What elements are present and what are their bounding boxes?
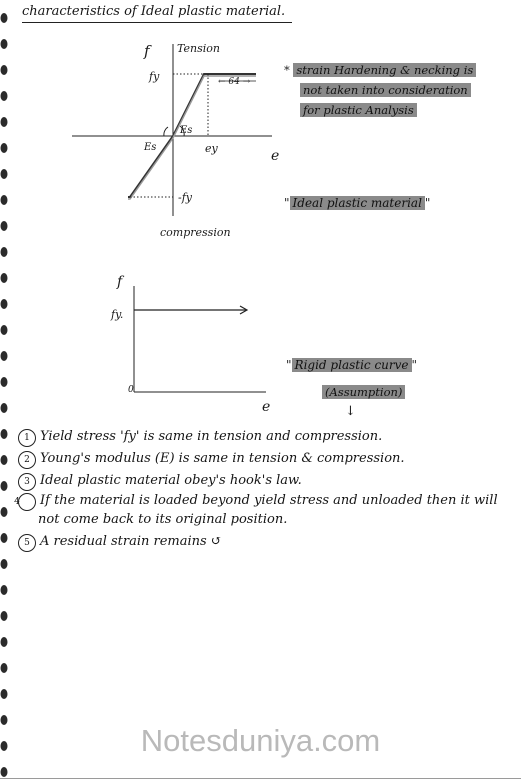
strain-hardening-note <box>284 60 476 120</box>
list-text: Yield stress 'fy' is same in tension and compression. <box>40 429 383 444</box>
assumption-label <box>322 385 405 399</box>
bottom-rule <box>0 778 521 779</box>
note1-line-2 <box>284 80 476 100</box>
note1-text-1: strain Hardening & necking is <box>293 63 476 77</box>
page-title: characteristics of Ideal plastic material. <box>22 4 286 19</box>
note1-line-3 <box>284 100 476 120</box>
graph1-y-axis-label: f <box>144 42 150 60</box>
note1-text-3: for plastic Analysis <box>300 103 417 117</box>
rigid-plastic-graph <box>108 268 278 416</box>
note1-star: * <box>284 63 290 77</box>
graph1-es-left-label: Es <box>144 142 157 153</box>
list-item <box>18 470 508 492</box>
graph1-tension-label: Tension <box>177 42 220 55</box>
spiral-binding <box>0 0 14 783</box>
note1-text-2: not taken into consideration <box>300 83 471 97</box>
graph1-span-label: ← 64 → <box>218 77 251 87</box>
list-item <box>14 492 508 528</box>
graph2-y-axis-label: f <box>117 274 123 290</box>
list-item <box>18 448 508 470</box>
label1-open-quote: " <box>284 196 290 210</box>
title-underline <box>22 22 292 23</box>
down-arrow: ↓ <box>345 404 356 419</box>
graph1-x-axis-label: e <box>271 148 280 164</box>
list-number: 5 <box>18 534 36 552</box>
ideal-plastic-graph <box>60 38 300 244</box>
graph2-fy-label: fy. <box>111 308 124 321</box>
graph1-negfy-label: -fy <box>178 191 193 204</box>
list-number: 1 <box>18 429 36 447</box>
characteristics-list <box>14 426 508 553</box>
label2-open-quote: " <box>286 358 292 372</box>
rigid-plastic-label <box>286 358 417 372</box>
label1-text: Ideal plastic material <box>290 196 425 210</box>
assumption-text: (Assumption) <box>322 385 405 399</box>
graph1-curve-shadow <box>128 76 256 199</box>
list-item <box>18 426 508 448</box>
graph1-ey-label: ey <box>205 142 218 155</box>
list-text: Ideal plastic material obey's hook's law. <box>40 473 302 488</box>
label1-close-quote: " <box>424 196 431 210</box>
graph1-fy-label: fy <box>149 70 160 83</box>
graph1-angle-arc <box>164 127 168 136</box>
list-number: 3 <box>18 473 36 491</box>
graph2-origin-label: 0 <box>128 385 134 395</box>
list-text: If the material is loaded beyond yield stress and unloaded then it will not come back to its original position. <box>38 493 498 527</box>
list-number: 2 <box>18 451 36 469</box>
graph1-es-right-label: Es <box>180 125 193 136</box>
label2-close-quote: " <box>411 358 418 372</box>
list-text: Young's modulus (E) is same in tension & compression. <box>40 451 405 466</box>
ideal-plastic-label <box>284 196 430 210</box>
watermark: Notesduniya.com <box>140 723 381 758</box>
graph1-compression-label: compression <box>160 226 231 239</box>
label2-text: Rigid plastic curve <box>292 358 412 372</box>
list-number: 4 <box>18 493 36 511</box>
graph2-x-axis-label: e <box>262 399 271 415</box>
list-text: A residual strain remains ↺ <box>40 534 222 549</box>
list-item <box>18 531 508 553</box>
note1-line-1 <box>284 60 476 80</box>
